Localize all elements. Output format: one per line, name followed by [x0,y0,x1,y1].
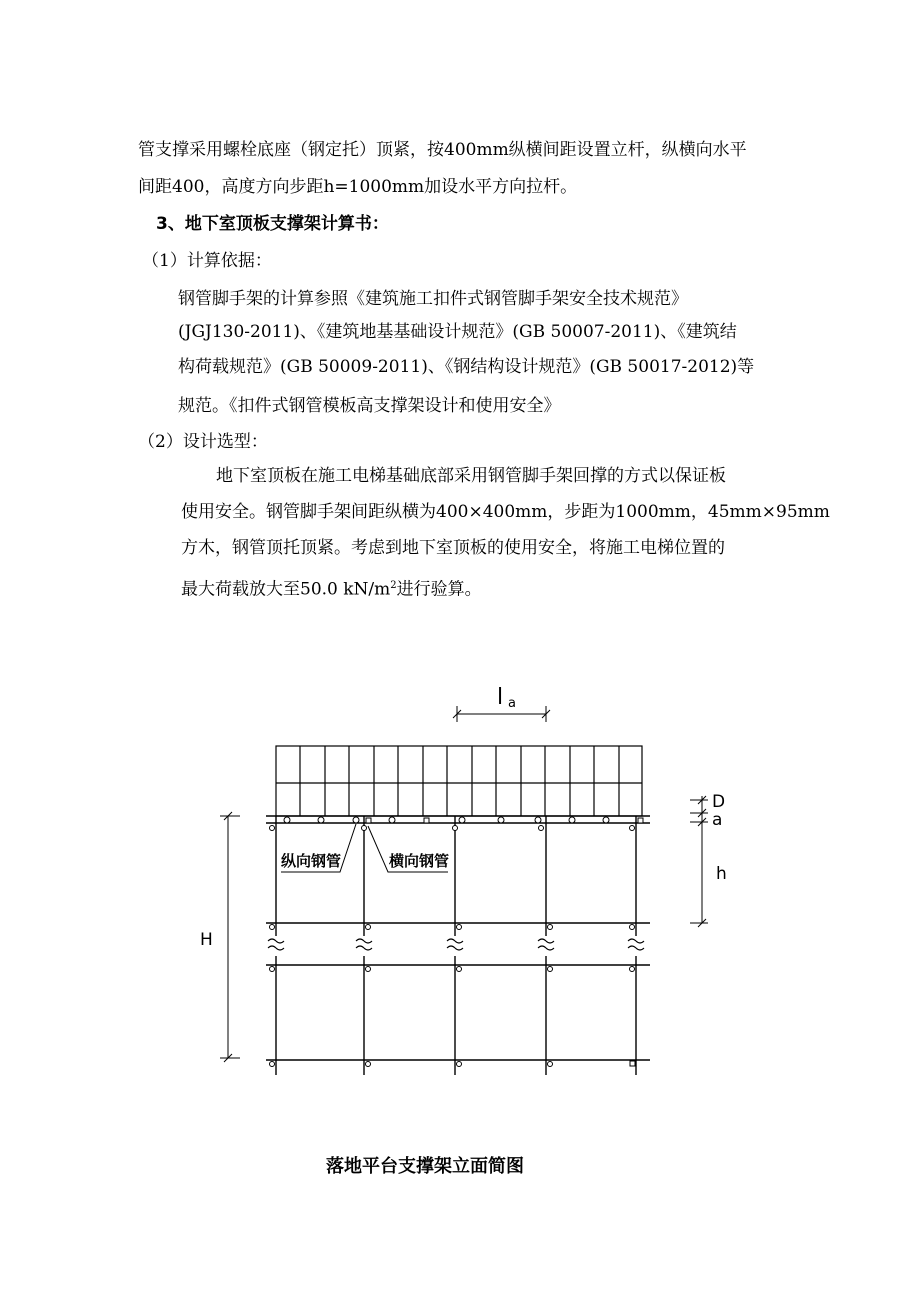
D-label: D [712,792,726,812]
paragraph-line: 方木，钢管顶托顶紧。考虑到地下室顶板的使用安全，将施工电梯位置的 [181,538,725,558]
paragraph-line: 构荷载规范》(GB 50009-2011)、《钢结构设计规范》(GB 50017-2012)等 [178,357,755,377]
paragraph-line: (JGJ130-2011)、《建筑地基基础设计规范》(GB 50007-2011)、《建筑结 [178,322,737,342]
H-label: H [200,930,213,950]
top-formwork-grid [276,746,642,816]
subsection-heading: （2）设计选型： [138,432,268,452]
a-label: a [712,810,723,830]
dimension-H [220,812,240,1062]
section-heading: 3、地下室顶板支撑架计算书： [156,214,389,234]
la-label: l [497,685,504,710]
break-symbols [268,939,644,950]
load-text: 最大荷载放大至50.0 kN/m [181,579,391,600]
paragraph-line: 间距400，高度方向步距h=1000mm加设水平方向拉杆。 [138,177,578,197]
longitudinal-pipe-label: 纵向钢管 [281,852,342,870]
subsection-heading: （1）计算依据： [142,251,272,271]
transverse-pipe-label: 横向钢管 [389,852,450,870]
paragraph-line: 规范。《扣件式钢管模板高支撑架设计和使用安全》 [178,396,561,416]
dimension-right [690,796,708,927]
paragraph-line: 地下室顶板在施工电梯基础底部采用钢管脚手架回撑的方式以保证板 [216,466,726,486]
superscript: 2 [390,580,397,591]
diagram-caption: 落地平台支撑架立面简图 [326,1156,524,1177]
paragraph-line: 管支撑采用螺栓底座（钢定托）顶紧，按400mm纵横间距设置立杆，纵横向水平 [138,140,747,160]
la-subscript: a [508,696,516,711]
load-text-end: 进行验算。 [396,579,482,600]
h-label: h [716,864,727,884]
paragraph-line: 使用安全。钢管脚手架间距纵横为400×400mm，步距为1000mm，45mm×95mm [181,502,830,522]
paragraph-line: 钢管脚手架的计算参照《建筑施工扣件式钢管脚手架安全技术规范》 [178,289,688,309]
